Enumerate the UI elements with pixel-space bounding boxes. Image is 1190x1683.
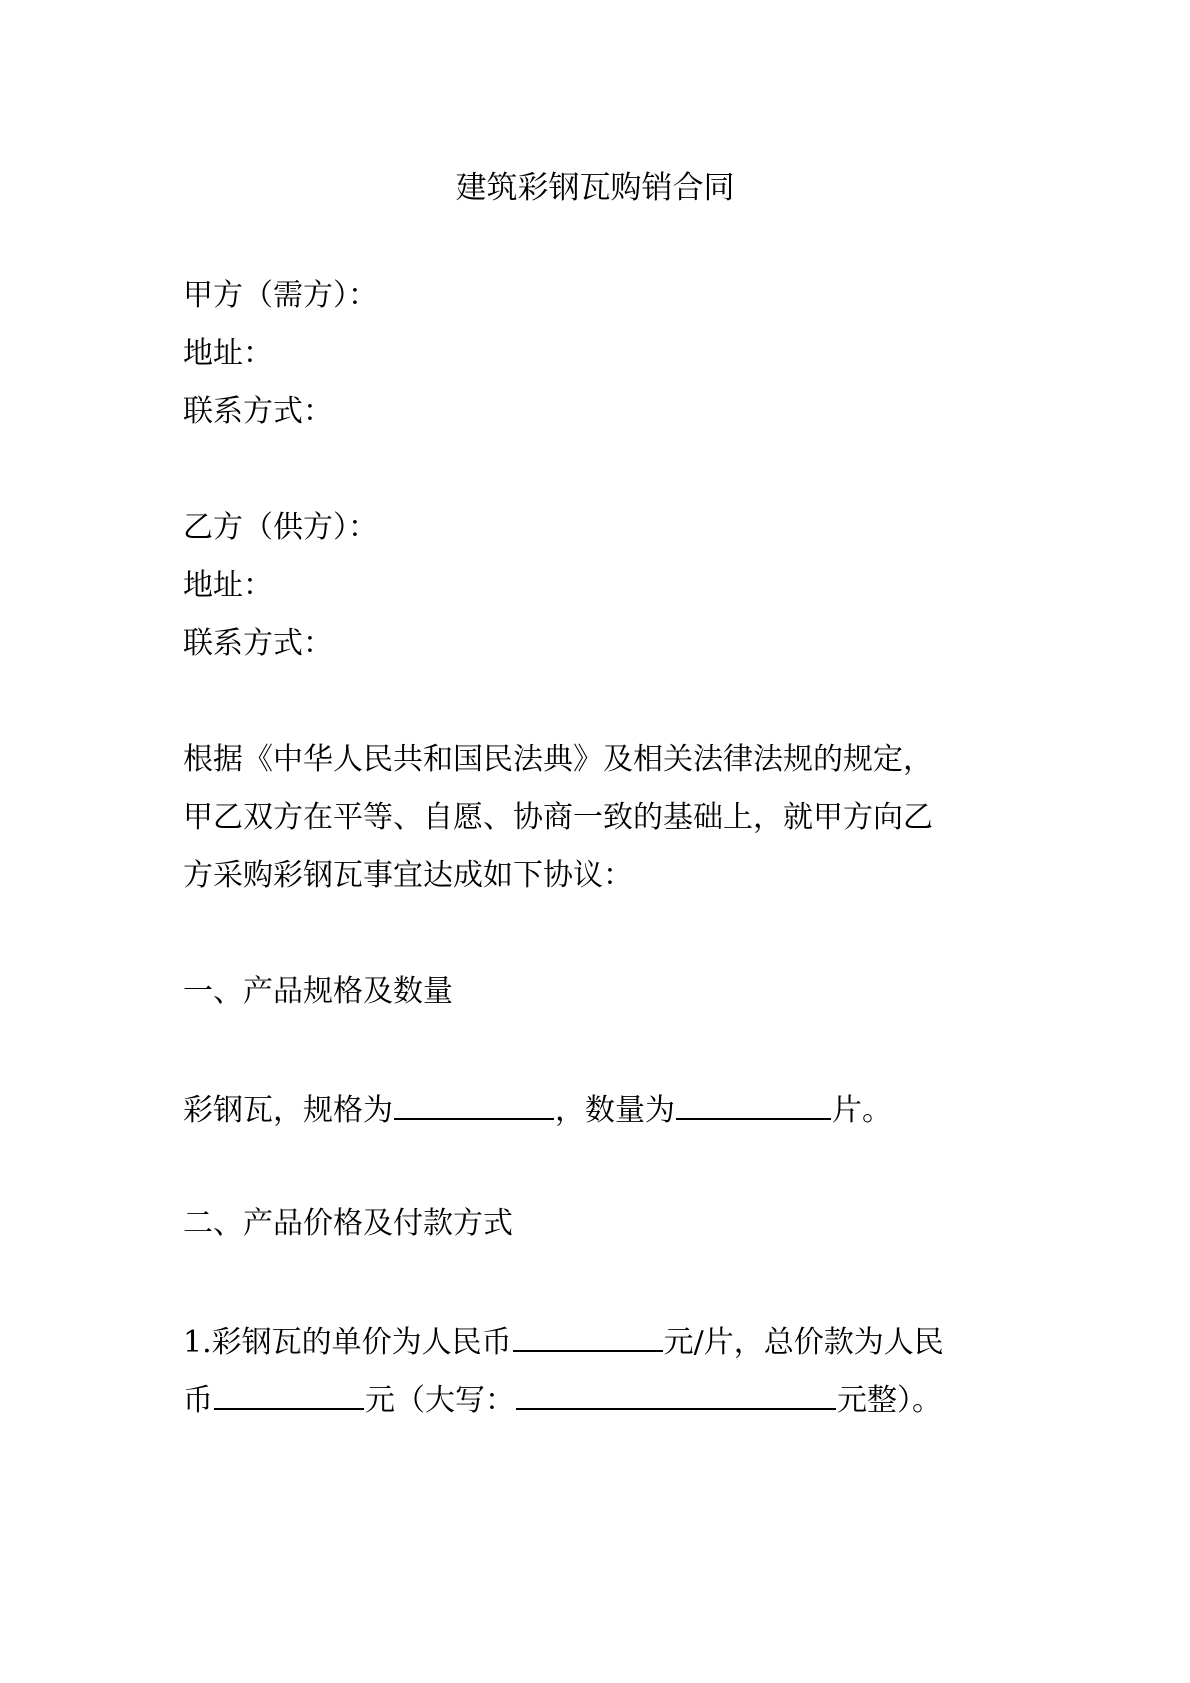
unit-price-label: 彩钢瓦的单价为人民币	[211, 1325, 512, 1360]
quantity-unit: 片。	[832, 1093, 892, 1128]
quantity-blank	[676, 1088, 831, 1120]
amount-suffix: 元整）。	[837, 1383, 942, 1418]
party-a-contact-label: 联系方式：	[183, 394, 333, 429]
section-1-heading: 一、产品规格及数量	[183, 974, 453, 1009]
preamble-line-3: 方采购彩钢瓦事宜达成如下协议：	[183, 858, 633, 893]
section-2-item-1-line-2	[183, 1378, 942, 1421]
item-number: 1.	[183, 1325, 212, 1360]
party-a-address-label: 地址：	[183, 336, 273, 371]
document-title: 建筑彩钢瓦购销合同	[455, 170, 735, 206]
currency-label: 币	[183, 1383, 213, 1418]
amount-in-words-label: 元（大写：	[365, 1383, 515, 1418]
party-b-contact-label: 联系方式：	[183, 626, 333, 661]
total-price-label: 元/片，总价款为人民	[663, 1325, 944, 1360]
party-b-address-label: 地址：	[183, 568, 273, 603]
preamble-line-1: 根据《中华人民共和国民法典》及相关法律法规的规定，	[183, 742, 933, 777]
preamble-line-2: 甲乙双方在平等、自愿、协商一致的基础上，就甲方向乙	[183, 800, 933, 835]
amount-in-words-blank	[516, 1378, 836, 1410]
quantity-label: ，数量为	[555, 1093, 675, 1128]
party-b-label: 乙方（供方）：	[183, 510, 378, 545]
spec-label: 彩钢瓦，规格为	[183, 1093, 393, 1128]
section-2-heading: 二、产品价格及付款方式	[183, 1206, 513, 1241]
section-2-item-1-line-1	[183, 1320, 944, 1363]
section-1-spec-line	[183, 1088, 892, 1131]
spec-blank	[394, 1088, 554, 1120]
party-a-label: 甲方（需方）：	[183, 278, 378, 313]
unit-price-blank	[513, 1320, 663, 1352]
total-price-blank	[214, 1378, 364, 1410]
